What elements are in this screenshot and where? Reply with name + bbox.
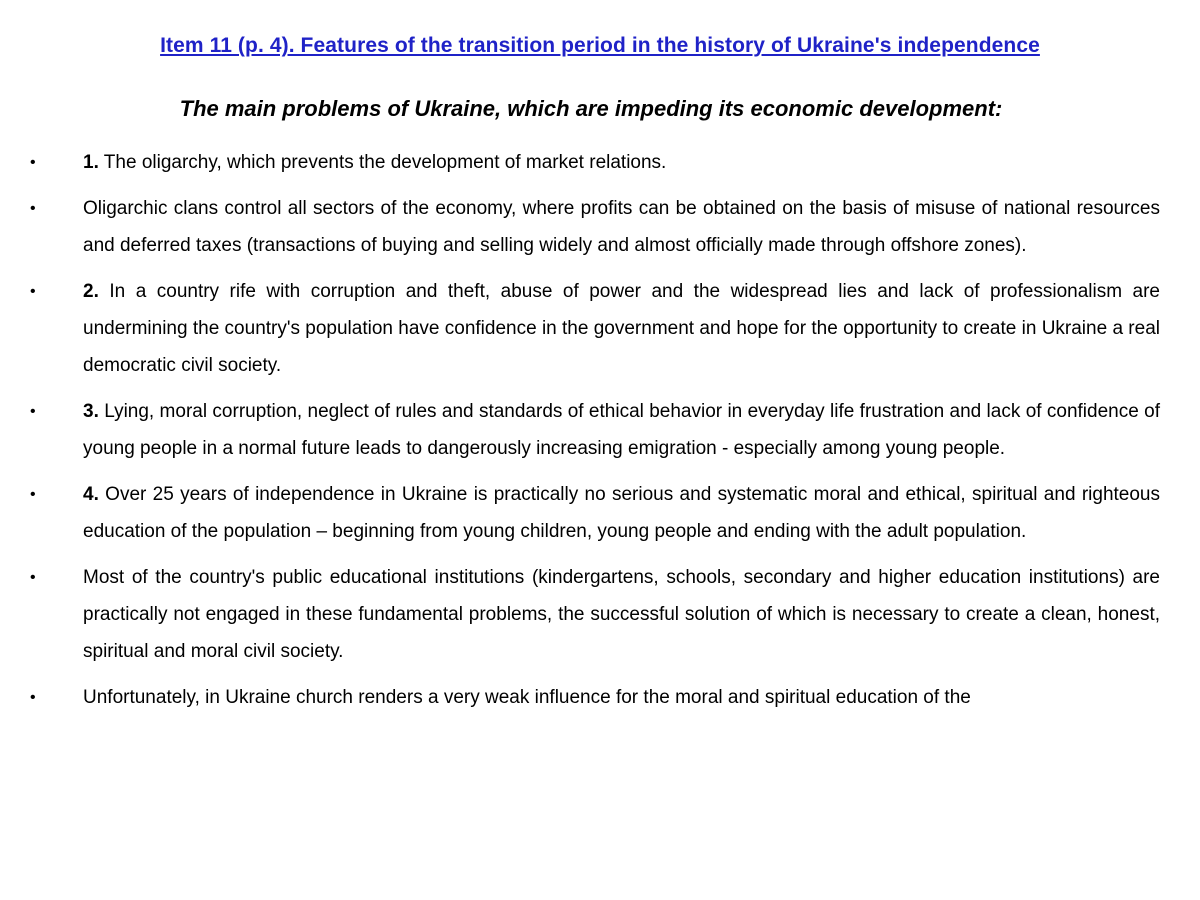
bullet-dot-icon: • bbox=[30, 200, 36, 217]
item-number: 1. bbox=[83, 152, 99, 173]
subtitle: The main problems of Ukraine, which are impeding its economic development: bbox=[179, 96, 1003, 121]
bullet-item-4 bbox=[30, 393, 1160, 467]
item-number: 4. bbox=[83, 484, 99, 505]
item-text: In a country rife with corruption and theft, abuse of power and the widespread lies and lack of professionalism are undermining the country's population have confidence in the government and hope for the opportunity to create in Ukraine a real democratic civil society. bbox=[83, 281, 1160, 376]
bullet-item-6 bbox=[30, 559, 1160, 670]
item-text: Unfortunately, in Ukraine church renders a very weak influence for the moral and spiritual education of the bbox=[83, 687, 971, 708]
bullet-dot-icon: • bbox=[30, 689, 36, 706]
item-number: 3. bbox=[83, 401, 99, 422]
item-text: Most of the country's public educational institutions (kindergartens, schools, secondary and higher education institutions) are practically not engaged in these fundamental problems, the successful solution of which is necessary to create a clean, honest, spiritual and moral civil society. bbox=[83, 567, 1160, 662]
bullet-item-7 bbox=[30, 679, 1160, 716]
bullet-item-5 bbox=[30, 476, 1160, 550]
bullet-dot-icon: • bbox=[30, 569, 36, 586]
bullet-list bbox=[30, 144, 1160, 725]
item-text: Lying, moral corruption, neglect of rules and standards of ethical behavior in everyday life frustration and lack of confidence of young people in a normal future leads to dangerously increasing emigration - especially among young people. bbox=[83, 401, 1160, 459]
item-number: 2. bbox=[83, 281, 99, 302]
bullet-item-2 bbox=[30, 190, 1160, 264]
item-text: Oligarchic clans control all sectors of the economy, where profits can be obtained on the basis of misuse of national resources and deferred taxes (transactions of buying and selling widely and almost officially made through offshore zones). bbox=[83, 198, 1160, 256]
bullet-dot-icon: • bbox=[30, 486, 36, 503]
title-link[interactable]: Item 11 (p. 4). Features of the transition period in the history of Ukraine's independence bbox=[160, 34, 1040, 57]
bullet-dot-icon: • bbox=[30, 154, 36, 171]
item-text: Over 25 years of independence in Ukraine is practically no serious and systematic moral and ethical, spiritual and righteous education of the population – beginning from young children, young people and ending with the adult population. bbox=[83, 484, 1160, 542]
bullet-dot-icon: • bbox=[30, 403, 36, 420]
bullet-dot-icon: • bbox=[30, 283, 36, 300]
item-text: The oligarchy, which prevents the development of market relations. bbox=[98, 152, 667, 173]
bullet-item-3 bbox=[30, 273, 1160, 384]
bullet-item-1 bbox=[30, 144, 1160, 181]
